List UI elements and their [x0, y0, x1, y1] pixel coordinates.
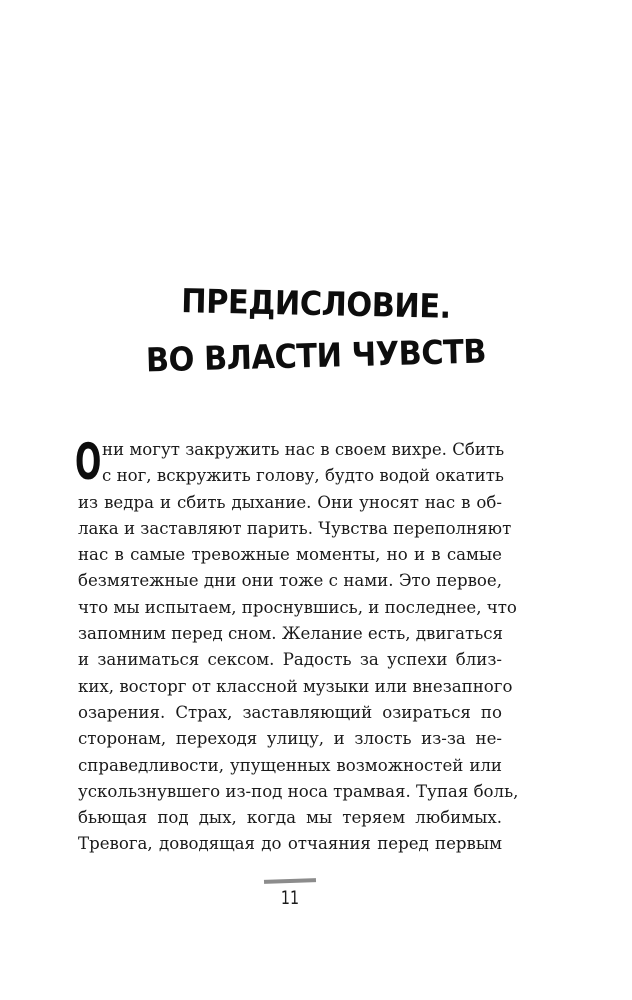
text-line: лака и заставляют парить. Чувства переполняют	[78, 518, 512, 538]
text-line: что мы испытаем, проснувшись, и последнее, что	[78, 597, 517, 617]
text-line: нас в самые тревожные моменты, но и в самые	[78, 545, 502, 565]
text-line: с ног, вскружить голову, будто водой окатить	[102, 466, 504, 486]
page-number-rule	[264, 878, 316, 884]
text-line: озарения. Страх, заставляющий озираться по	[78, 702, 502, 722]
text-line: безмятежные дни они тоже с нами. Это первое,	[78, 571, 502, 591]
chapter-heading	[0, 278, 632, 382]
text-line: ни могут закружить нас в своем вихре. Сбить	[102, 440, 505, 459]
text-line: из ведра и сбить дыхание. Они уносят нас в об-	[78, 492, 502, 512]
text-line: справедливости, упущенных возможностей или	[78, 755, 502, 775]
text-line: бьющая под дых, когда мы теряем любимых.	[78, 808, 502, 828]
text-line: Тревога, доводящая до отчаяния перед первым	[78, 834, 502, 854]
page-number: 11	[280, 887, 300, 909]
chapter-heading-line-1: ПРЕДИСЛОВИЕ.	[180, 281, 452, 326]
text-line: и заниматься сексом. Радость за успехи близ-	[78, 650, 502, 670]
body-paragraph	[78, 437, 519, 858]
chapter-heading-line-2: ВО ВЛАСТИ ЧУВСТВ	[145, 331, 487, 380]
text-line: ускользнувшего из-под носа трамвая. Тупая боль,	[78, 781, 519, 801]
drop-cap: О	[75, 433, 102, 491]
text-line: сторонам, переходя улицу, и злость из-за не-	[78, 729, 502, 749]
text-line: запомним перед сном. Желание есть, двигаться	[78, 624, 503, 644]
text-line: ких, восторг от классной музыки или внезапного	[78, 676, 513, 696]
